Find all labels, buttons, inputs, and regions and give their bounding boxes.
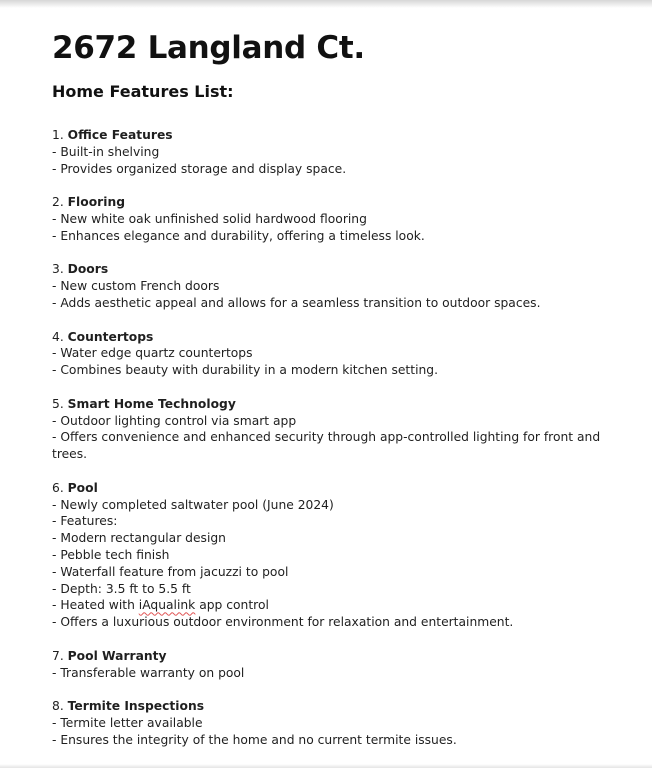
section-number: 1. [52, 128, 64, 142]
list-item: - Pebble tech finish [52, 547, 170, 562]
section-heading [52, 127, 612, 144]
list-item: - Water edge quartz countertops [52, 346, 253, 361]
section-number: 5. [52, 396, 64, 411]
section-heading [52, 698, 612, 715]
list-item: - Features: [52, 514, 118, 529]
section-title: Doors [67, 262, 109, 277]
feature-section-flooring [52, 194, 612, 244]
list-item: - Transferable warranty on pool [52, 665, 245, 680]
list-item: - New white oak unfinished solid hardwood flooring [52, 211, 367, 226]
spellcheck-word: iAqualink [138, 598, 196, 613]
section-title: Termite Inspections [67, 699, 205, 714]
section-heading [52, 329, 612, 346]
document-title: 2672 Langland Ct. [52, 30, 365, 66]
section-heading [52, 648, 612, 665]
section-number: 3. [52, 262, 64, 277]
section-number: 4. [52, 329, 64, 344]
section-title: Office Features [67, 128, 173, 142]
list-item: - Depth: 3.5 ft to 5.5 ft [52, 581, 191, 596]
document-page [52, 28, 612, 765]
list-item: - Offers a luxurious outdoor environment for relaxation and entertainment. [52, 615, 514, 630]
list-item: - New custom French doors [52, 279, 220, 294]
section-title: Countertops [67, 329, 154, 344]
section-title: Pool [67, 480, 98, 495]
section-number: 8. [52, 699, 64, 714]
document-subtitle: Home Features List: [52, 82, 234, 101]
feature-section-office [52, 127, 612, 177]
section-heading [52, 396, 612, 413]
section-heading [52, 261, 612, 278]
section-heading [52, 480, 612, 497]
feature-section-pool [52, 480, 612, 631]
list-item: - Newly completed saltwater pool (June 2024) [52, 497, 334, 512]
section-heading [52, 194, 612, 211]
feature-section-pool-warranty [52, 648, 612, 682]
list-item: - Offers convenience and enhanced security through app-controlled lighting for front and trees. [52, 430, 601, 462]
list-item-iaqualink: - Heated with iAqualink app control [52, 598, 269, 613]
section-number: 6. [52, 480, 64, 495]
feature-section-doors [52, 261, 612, 311]
section-number: 7. [52, 648, 64, 663]
section-number: 2. [52, 195, 64, 210]
feature-section-termite [52, 698, 612, 748]
features-list [52, 127, 612, 748]
list-item: - Combines beauty with durability in a modern kitchen setting. [52, 363, 438, 378]
section-title: Smart Home Technology [67, 396, 236, 411]
list-item: - Adds aesthetic appeal and allows for a seamless transition to outdoor spaces. [52, 295, 541, 310]
feature-section-countertops [52, 329, 612, 379]
list-item: - Provides organized storage and display space. [52, 161, 347, 176]
bottom-edge-shadow [0, 764, 652, 768]
list-item: - Modern rectangular design [52, 531, 226, 546]
top-edge-shadow [0, 0, 652, 8]
list-item: - Waterfall feature from jacuzzi to pool [52, 564, 289, 579]
list-item: - Built-in shelving [52, 144, 160, 159]
list-item: - Outdoor lighting control via smart app [52, 413, 297, 428]
list-item: - Enhances elegance and durability, offering a timeless look. [52, 228, 425, 243]
section-title: Flooring [67, 195, 126, 210]
list-item: - Termite letter available [52, 715, 203, 730]
feature-section-smart-home [52, 396, 612, 463]
section-title: Pool Warranty [67, 648, 167, 663]
list-item: - Ensures the integrity of the home and no current termite issues. [52, 732, 457, 747]
